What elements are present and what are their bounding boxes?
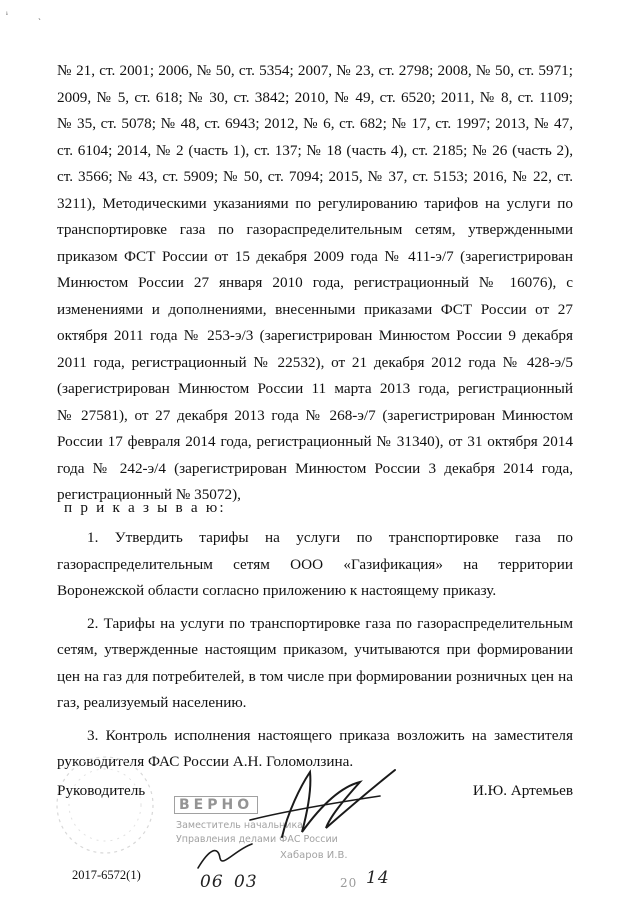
date-year-prefix: 20	[340, 876, 358, 890]
document-number: 2017-6572(1)	[72, 868, 141, 882]
text-line: 2011 года, регистрационный № 22532), от 21 декабря 2012 года № 428-э/5	[57, 353, 573, 371]
stamp-name: Хабаров И.В.	[280, 850, 348, 861]
order-word: п р и к а з ы в а ю:	[64, 499, 226, 516]
text-line: 2. Тарифы на услуги по транспортировке газа по газораспределительным	[87, 614, 573, 632]
order-item-2	[57, 611, 573, 717]
text-line: газораспределительным сетям ООО «Газификация» на территории	[57, 555, 573, 573]
text-line: России 17 февраля 2014 года, регистрационный № 31340), от 31 октября 2014	[57, 433, 573, 450]
text-line: № 35, ст. 5078; № 48, ст. 6943; 2012, № 6, ст. 682; № 17, ст. 1997; 2013, № 47,	[57, 115, 573, 132]
text-line: изменениями и дополнениями, внесенными приказами ФСТ России от 27	[57, 300, 573, 318]
text-line: регистрационный № 35072),	[57, 486, 241, 503]
text-line: Воронежской области согласно приложению к настоящему приказу.	[57, 582, 497, 599]
signer-name: И.Ю. Артемьев	[472, 782, 573, 799]
date-day: 06	[200, 872, 224, 892]
text-line: 2009, № 5, ст. 618; № 30, ст. 3842; 2010, № 49, ст. 6520; 2011, № 8, ст. 1109;	[57, 88, 573, 106]
date-month: 03	[234, 872, 258, 892]
text-line: 3. Контроль исполнения настоящего приказа возложить на заместителя	[87, 726, 573, 744]
order-item-1	[57, 525, 573, 605]
scan-corner-marks: ⁱ ˎ	[6, 10, 56, 20]
text-line: № 21, ст. 2001; 2006, № 50, ст. 5354; 2007, № 23, ст. 2798; 2008, № 50, ст. 5971;	[57, 62, 573, 79]
text-line: сетям, утвержденные настоящим приказом, учитываются при формировании	[57, 641, 573, 658]
preamble-paragraph	[57, 58, 573, 509]
handwritten-signature	[230, 762, 400, 842]
text-line: года № 242-э/4 (зарегистрирован Минюстом России 3 декабря 2014 года,	[57, 459, 573, 477]
text-line: руководителя ФАС России А.Н. Голомолзина.	[57, 753, 354, 770]
text-line: (зарегистрирован Минюстом России 11 марта 2013 года, регистрационный	[57, 380, 573, 397]
stamp-title: ВЕРНО	[174, 796, 258, 814]
text-line: цен на газ для потребителей, в том числе при формировании розничных цен на	[57, 667, 573, 685]
text-line: приказом ФСТ России от 15 декабря 2009 года № 411-э/7 (зарегистрирован	[57, 247, 573, 265]
text-line: ст. 3566; № 43, ст. 5909; № 50, ст. 7094; 2015, № 37, ст. 5153; 2016, № 22, ст.	[57, 168, 573, 185]
text-line: ст. 6104; 2014, № 2 (часть 1), ст. 137; № 18 (часть 4), ст. 2185; № 26 (часть 2),	[57, 141, 573, 159]
date-year-suffix: 14	[366, 868, 390, 888]
text-line: № 27581), от 27 декабря 2013 года № 268-э/7 (зарегистрирован Минюстом	[57, 406, 573, 424]
signer-role: Руководитель	[57, 782, 146, 799]
text-line: октября 2011 года № 253-э/3 (зарегистрирован Минюстом России 9 декабря	[57, 327, 573, 344]
faint-seal	[50, 750, 160, 860]
text-line: газ, реализуемый населению.	[57, 694, 247, 711]
text-line: 1. Утвердить тарифы на услуги по транспортировке газа по	[87, 529, 573, 546]
text-line: Минюстом России 27 января 2010 года, регистрационный № 16076), с	[57, 274, 573, 291]
text-line: транспортировке газа по газораспределительным сетям, утвержденными	[57, 221, 573, 238]
stamp-line: Заместитель начальника	[176, 820, 304, 831]
text-line: 3211), Методическими указаниями по регулированию тарифов на услуги по	[57, 194, 573, 212]
order-items	[57, 525, 573, 776]
stamp-line: Управления делами ФАС России	[176, 834, 338, 845]
